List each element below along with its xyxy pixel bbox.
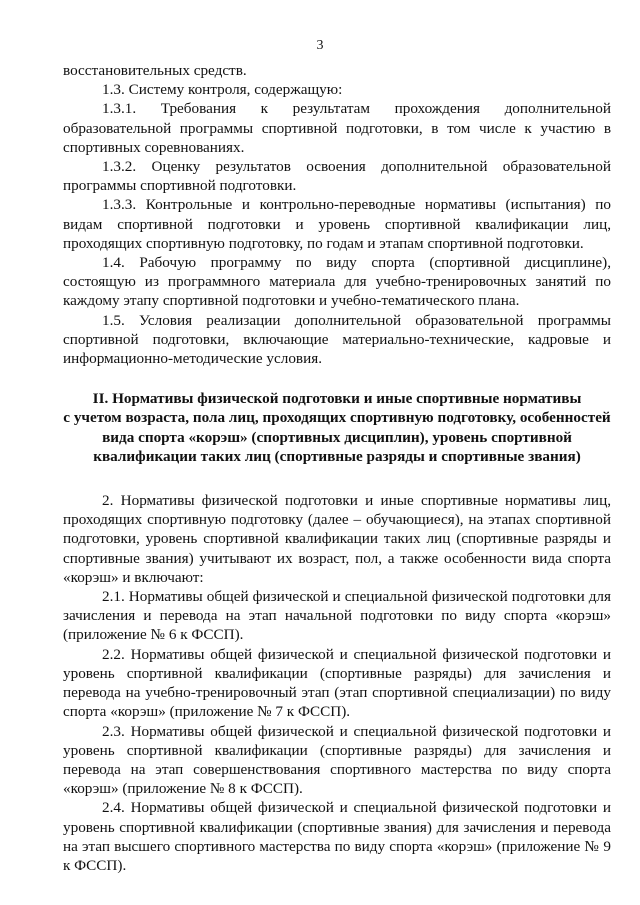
- paragraph-1-3-1: 1.3.1. Требования к результатам прохождения дополнительной образовательной программы спортивной подготовки, в том числе к участию в спортивных соревнованиях.: [63, 100, 611, 156]
- paragraph-2: 2. Нормативы физической подготовки и иные спортивные нормативы лиц, проходящих спортивную подготовку (далее – обучающиеся), на этапах спортивной подготовки, уровень спортивной квалификации таких лиц (спортивные разряды и спортивные звания) учитывают их возраст, пол, а также особенности вида спорта «корэш» и включают:: [63, 492, 611, 586]
- paragraph-continuation: восстановительных средств.: [63, 62, 247, 79]
- paragraph-1-3-3: 1.3.3. Контрольные и контрольно-переводные нормативы (испытания) по видам спортивной подготовки и уровень спортивной квалификации лиц, проходящих спортивную подготовку, по годам и этапам спортивной подготовки.: [63, 196, 611, 252]
- document-body: [63, 61, 611, 875]
- paragraph-2-2: 2.2. Нормативы общей физической и специальной физической подготовки и уровень спортивной квалификации (спортивные разряды) для зачисления и перевода на учебно-тренировочный этап (этап спортивной специализации) по виду спорта «корэш» (приложение № 7 к ФССП).: [63, 645, 611, 721]
- page-number: 3: [316, 38, 324, 53]
- paragraph-2-3: 2.3. Нормативы общей физической и специальной физической подготовки и уровень спортивной квалификации (спортивные разряды) для зачисления и перевода на этап совершенствования спортивного мастерства по виду спорта «корэш» (приложение № 8 к ФССП).: [63, 722, 611, 798]
- paragraph-1-3: 1.3. Систему контроля, содержащую:: [102, 81, 343, 99]
- section-heading-line: II. Нормативы физической подготовки и иные спортивные нормативы: [92, 390, 582, 408]
- section-heading-line: вида спорта «корэш» (спортивных дисциплин), уровень спортивной: [102, 428, 572, 446]
- section-heading-line: с учетом возраста, пола лиц, проходящих спортивную подготовку, особенностей: [63, 409, 611, 427]
- paragraph-1-5: 1.5. Условия реализации дополнительной образовательной программы спортивной подготовки, включающие материально-технические, кадровые и информационно-методические условия.: [63, 311, 611, 368]
- paragraph-1-3-2: 1.3.2. Оценку результатов освоения дополнительной образовательной программы спортивной подготовки.: [63, 158, 611, 195]
- section-heading: [63, 389, 611, 466]
- section-heading-line: квалификации таких лиц (спортивные разряды и спортивные звания): [93, 447, 581, 465]
- paragraph-2-4: 2.4. Нормативы общей физической и специальной физической подготовки и уровень спортивной квалификации (спортивные звания) для зачисления и перевода на этап высшего спортивного мастерства по виду спорта «корэш» (приложение № 9 к ФССП).: [63, 799, 611, 874]
- paragraph-1-4: 1.4. Рабочую программу по виду спорта (спортивной дисциплине), состоящую из программного материала для учебно-тренировочных занятий по каждому этапу спортивной подготовки и учебно-тематического плана.: [63, 254, 611, 310]
- paragraph-2-1: 2.1. Нормативы общей физической и специальной физической подготовки для зачисления и перевода на этап начальной подготовки по виду спорта «корэш» (приложение № 6 к ФССП).: [63, 588, 611, 644]
